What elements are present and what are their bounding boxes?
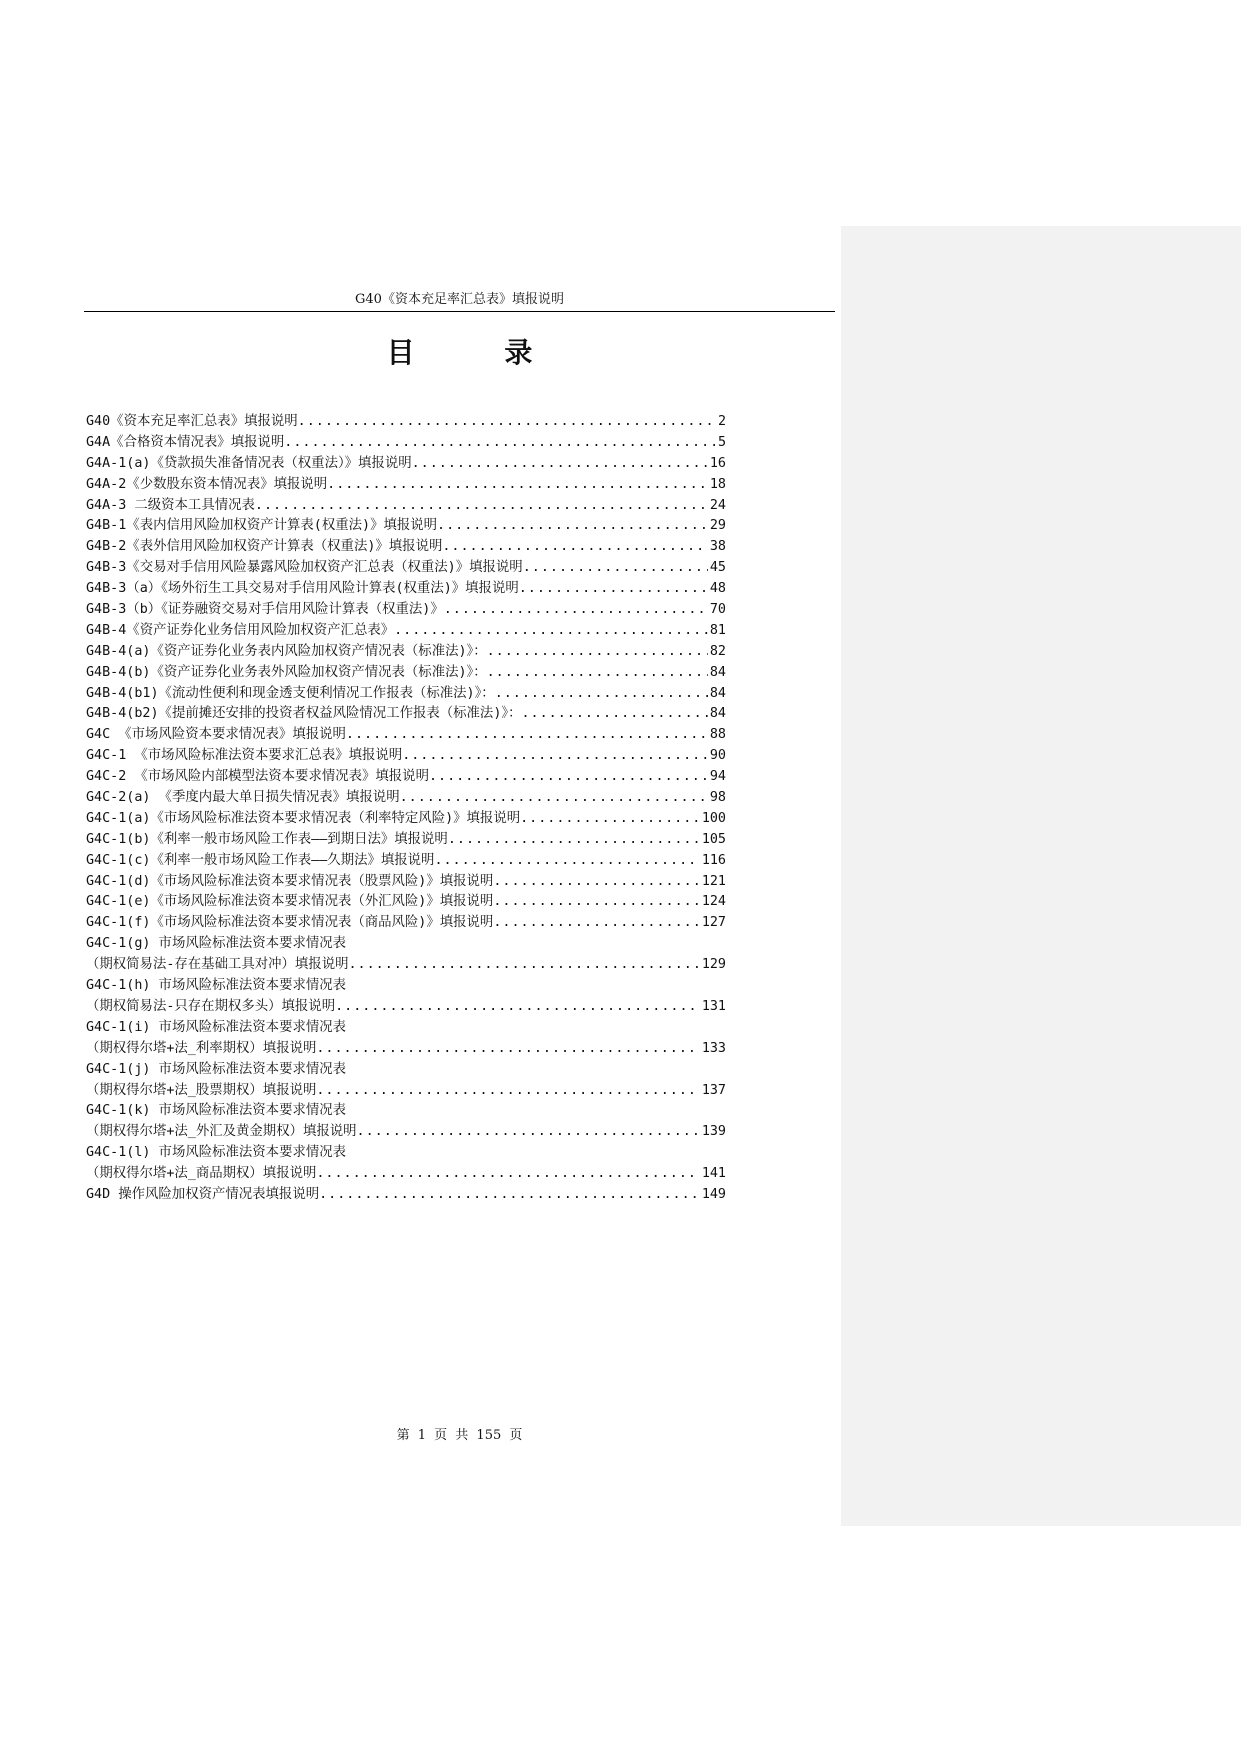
toc-entry-page: 16 [709, 455, 726, 471]
toc-entry[interactable] [86, 600, 726, 621]
toc-entry-page: 88 [709, 727, 726, 743]
toc-entry[interactable] [86, 1122, 726, 1143]
toc-leader-dots [495, 684, 708, 705]
toc-entry[interactable] [86, 1081, 726, 1102]
toc-entry[interactable] [86, 1101, 726, 1122]
toc-leader-dots [394, 621, 708, 642]
toc-entry-page: 127 [701, 915, 726, 931]
toc-leader-dots [487, 663, 708, 684]
toc-entry[interactable] [86, 913, 726, 934]
toc-entry-page: 81 [709, 622, 726, 638]
toc-leader-dots [520, 809, 700, 830]
toc-entry[interactable] [86, 809, 726, 830]
header-divider [84, 311, 835, 312]
toc-entry[interactable] [86, 767, 726, 788]
toc-entry-title: G4B-4(b1)《流动性便利和现金透支便利情况工作报表（标准法)》： [86, 685, 495, 701]
toc-entry-title: G4C-1(f)《市场风险标准法资本要求情况表（商品风险)》填报说明 [86, 915, 494, 931]
toc-entry[interactable] [86, 1060, 726, 1081]
toc-leader-dots [444, 600, 708, 621]
toc-entry-title: G4A-3 二级资本工具情况表 [86, 497, 255, 513]
toc-leader-dots [493, 913, 699, 934]
toc-entry[interactable] [86, 1143, 726, 1164]
toc-entry-title: G4C-1(j) 市场风险标准法资本要求情况表 [86, 1061, 347, 1077]
toc-leader-dots [298, 412, 716, 433]
toc-leader-dots [316, 1164, 699, 1185]
toc-entry[interactable] [86, 621, 726, 642]
toc-entry-title: （期权得尔塔+法_股票期权）填报说明 [86, 1082, 317, 1098]
toc-entry-page: 82 [709, 643, 726, 659]
toc-entry-page: 105 [701, 831, 726, 847]
comment-pane [841, 226, 1241, 1526]
toc-leader-dots [348, 955, 699, 976]
toc-entry[interactable] [86, 496, 726, 517]
toc-entry-title: G4C-1(a)《市场风险标准法资本要求情况表（利率特定风险)》填报说明 [86, 810, 521, 826]
toc-leader-dots [400, 788, 708, 809]
toc-entry-page: 84 [709, 685, 726, 701]
toc-entry[interactable] [86, 663, 726, 684]
toc-leader-dots [442, 537, 708, 558]
toc-entry-title: G4B-3（b）《证券融资交易对手信用风险计算表（权重法)》 [86, 602, 444, 618]
toc-entry-title: （期权得尔塔+法_商品期权）填报说明 [86, 1166, 317, 1182]
toc-entry-page: 45 [709, 560, 726, 576]
toc-entry-page: 141 [701, 1166, 726, 1182]
toc-leader-dots [487, 642, 708, 663]
toc-entry-title: G4C-1(h) 市场风险标准法资本要求情况表 [86, 978, 347, 994]
toc-entry-title: G4A-2《少数股东资本情况表》填报说明 [86, 476, 328, 492]
toc-entry-page: 98 [709, 790, 726, 806]
toc-entry[interactable] [86, 851, 726, 872]
toc-leader-dots [327, 475, 708, 496]
toc-entry-title: G4C-1(g) 市场风险标准法资本要求情况表 [86, 936, 347, 952]
toc-entry-title: G4B-4(b)《资产证券化业务表外风险加权资产情况表（标准法)》： [86, 664, 487, 680]
toc-entry-title: G4C-1(b)《利率一般市场风险工作表——到期日法》填报说明 [86, 831, 448, 847]
toc-entry[interactable] [86, 1164, 726, 1185]
toc-entry-title: G4C-2 《市场风险内部模型法资本要求情况表》填报说明 [86, 769, 429, 785]
toc-entry-title: G4B-3《交易对手信用风险暴露风险加权资产汇总表（权重法)》填报说明 [86, 560, 523, 576]
toc-entry[interactable] [86, 746, 726, 767]
toc-entry-page: 90 [709, 748, 726, 764]
toc-entry[interactable] [86, 725, 726, 746]
toc-entry[interactable] [86, 704, 726, 725]
toc-entry-page: 133 [701, 1040, 726, 1056]
toc-entry-page: 84 [709, 664, 726, 680]
toc-leader-dots [523, 558, 708, 579]
toc-entry-page: 70 [709, 602, 726, 618]
toc-entry[interactable] [86, 1185, 726, 1206]
toc-entry-page: 38 [709, 539, 726, 555]
toc-entry-page: 2 [717, 414, 726, 429]
toc-entry[interactable] [86, 1039, 726, 1060]
toc-entry-page: 137 [701, 1082, 726, 1098]
toc-entry[interactable] [86, 788, 726, 809]
toc-entry-title: G4B-3（a）《场外衍生工具交易对手信用风险计算表(权重法)》填报说明 [86, 581, 519, 597]
toc-leader-dots [316, 1039, 699, 1060]
toc-entry[interactable] [86, 475, 726, 496]
toc-leader-dots [335, 997, 700, 1018]
toc-entry-title: G4B-1《表内信用风险加权资产计算表(权重法)》填报说明 [86, 518, 438, 534]
toc-entry-title: （期权简易法-存在基础工具对冲）填报说明 [86, 957, 349, 973]
toc-leader-dots [319, 1185, 700, 1206]
toc-entry-page: 149 [701, 1186, 726, 1202]
toc-entry[interactable] [86, 830, 726, 851]
toc-entry-title: G4A《合格资本情况表》填报说明 [86, 434, 285, 450]
toc-entry-page: 84 [709, 706, 726, 722]
toc-entry-title: G4B-4《资产证券化业务信用风险加权资产汇总表》 [86, 622, 395, 638]
page-footer: 第 1 页 共 155 页 [396, 1428, 523, 1443]
toc-entry-title: G4C-1(d)《市场风险标准法资本要求情况表（股票风险)》填报说明 [86, 873, 494, 889]
toc-leader-dots [493, 892, 699, 913]
toc-entry-title: G4C-2(a) 《季度内最大单日损失情况表》填报说明 [86, 790, 400, 806]
toc-entry-page: 5 [717, 434, 726, 450]
toc-entry[interactable] [86, 955, 726, 976]
table-of-contents [86, 412, 726, 1206]
toc-entry-title: （期权得尔塔+法_利率期权）填报说明 [86, 1040, 317, 1056]
toc-entry-title: （期权简易法-只存在期权多头）填报说明 [86, 998, 336, 1014]
toc-entry-title: G4B-2《表外信用风险加权资产计算表（权重法)》填报说明 [86, 539, 443, 555]
toc-entry-title: G4C-1(l) 市场风险标准法资本要求情况表 [86, 1145, 347, 1161]
toc-entry[interactable] [86, 433, 726, 454]
toc-title: 目 录 [386, 336, 573, 369]
toc-entry-title: G4C 《市场风险资本要求情况表》填报说明 [86, 727, 346, 743]
toc-leader-dots [402, 746, 708, 767]
toc-entry[interactable] [86, 976, 726, 997]
toc-entry[interactable] [86, 454, 726, 475]
toc-entry-page: 48 [709, 581, 726, 597]
toc-entry-page: 124 [701, 894, 726, 910]
toc-entry-page: 131 [701, 998, 726, 1014]
toc-entry-page: 129 [701, 957, 726, 973]
toc-leader-dots [284, 433, 716, 454]
toc-leader-dots [521, 704, 707, 725]
toc-leader-dots [412, 454, 708, 475]
toc-leader-dots [519, 579, 708, 600]
toc-entry-title: G4C-1(i) 市场风险标准法资本要求情况表 [86, 1019, 347, 1035]
toc-entry[interactable] [86, 684, 726, 705]
toc-entry-page: 29 [709, 518, 726, 534]
toc-leader-dots [316, 1081, 699, 1102]
toc-entry-title: G4B-4(b2)《提前摊还安排的投资者权益风险情况工作报表（标准法)》： [86, 706, 522, 722]
toc-entry-title: G4A-1(a)《贷款损失准备情况表（权重法）》填报说明 [86, 455, 412, 471]
toc-entry-page: 24 [709, 497, 726, 513]
toc-entry-title: （期权得尔塔+法_外汇及黄金期权）填报说明 [86, 1124, 357, 1140]
toc-entry[interactable] [86, 1018, 726, 1039]
toc-entry-page: 116 [701, 852, 726, 868]
toc-entry-title: G4C-1 《市场风险标准法资本要求汇总表》填报说明 [86, 748, 403, 764]
toc-entry[interactable] [86, 997, 726, 1018]
toc-entry[interactable] [86, 558, 726, 579]
toc-entry-title: G4D 操作风险加权资产情况表填报说明 [86, 1186, 320, 1202]
toc-entry-title: G40《资本充足率汇总表》填报说明 [86, 414, 298, 429]
toc-entry[interactable] [86, 537, 726, 558]
toc-entry-title: G4C-1(c)《利率一般市场风险工作表——久期法》填报说明 [86, 852, 435, 868]
toc-leader-dots [255, 496, 708, 517]
toc-leader-dots [434, 851, 699, 872]
toc-entry-title: G4B-4(a)《资产证券化业务表内风险加权资产情况表（标准法)》： [86, 643, 487, 659]
toc-leader-dots [437, 516, 708, 537]
toc-entry-page: 139 [701, 1124, 726, 1140]
toc-entry[interactable] [86, 872, 726, 893]
page-header: G40《资本充足率汇总表》填报说明 [355, 292, 564, 307]
toc-leader-dots [346, 725, 708, 746]
toc-entry-page: 94 [709, 769, 726, 785]
toc-entry[interactable] [86, 412, 726, 433]
toc-entry-title: G4C-1(k) 市场风险标准法资本要求情况表 [86, 1103, 347, 1119]
toc-entry[interactable] [86, 642, 726, 663]
toc-leader-dots [448, 830, 700, 851]
toc-entry[interactable] [86, 892, 726, 913]
toc-leader-dots [357, 1122, 700, 1143]
toc-leader-dots [429, 767, 708, 788]
toc-entry-page: 121 [701, 873, 726, 889]
toc-entry[interactable] [86, 516, 726, 537]
toc-entry-page: 100 [701, 810, 726, 826]
toc-entry[interactable] [86, 579, 726, 600]
toc-leader-dots [493, 872, 699, 893]
toc-entry-title: G4C-1(e)《市场风险标准法资本要求情况表（外汇风险)》填报说明 [86, 894, 494, 910]
toc-entry-page: 18 [709, 476, 726, 492]
toc-entry[interactable] [86, 934, 726, 955]
